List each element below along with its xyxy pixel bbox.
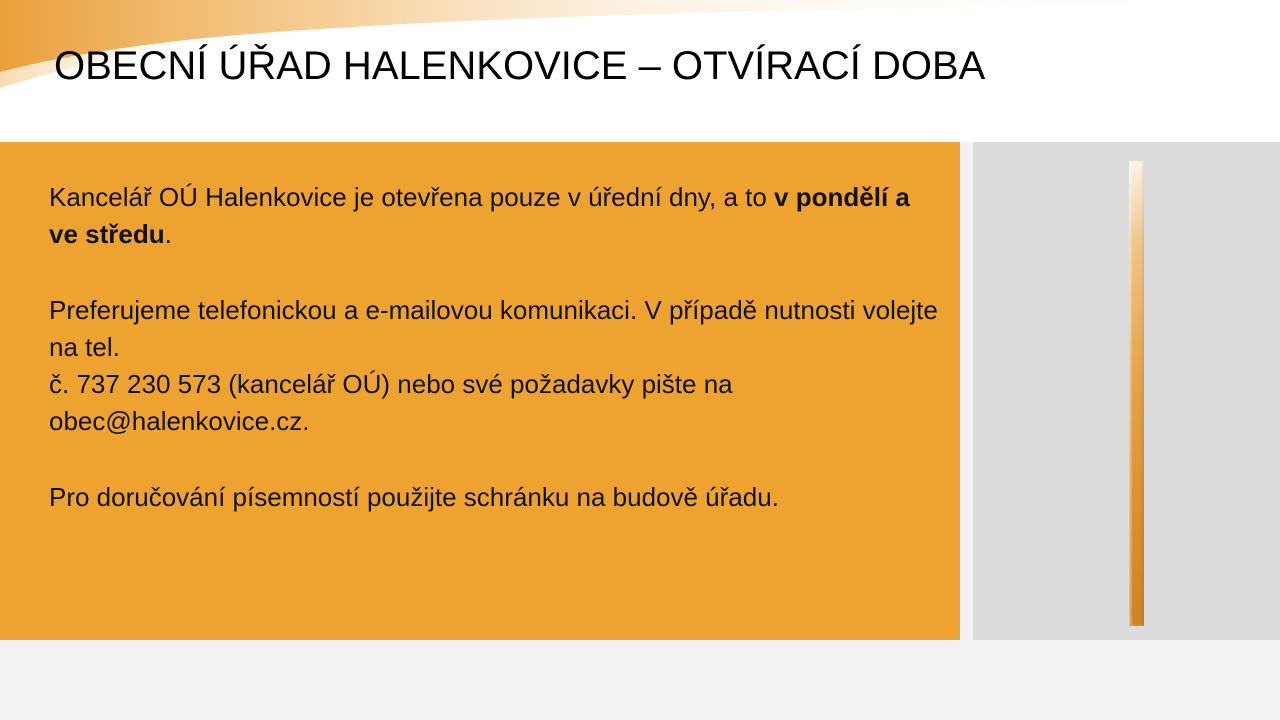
header	[0, 0, 1280, 142]
side-panel	[973, 142, 1280, 640]
info-text	[49, 179, 939, 516]
page-title: OBECNÍ ÚŘAD HALENKOVICE – OTVÍRACÍ DOBA	[54, 44, 986, 88]
office-hours-text: Kancelář OÚ Halenkovice je otevřena pouze v úřední dny, a to	[49, 182, 775, 212]
office-days: v pondělí a ve středu	[49, 182, 910, 249]
mailbox-paragraph: Pro doručování písemností použijte schránku na budově úřadu.	[49, 482, 779, 512]
office-hours-period: .	[164, 219, 172, 249]
contact-line-1: Preferujeme telefonickou a e-mailovou komunikaci. V případě nutnosti volejte na tel.	[49, 295, 938, 362]
contact-line-2: č. 737 230 573 (kancelář OÚ) nebo své požadavky pište na obec@halenkovice.cz.	[49, 369, 733, 436]
vertical-accent-bar	[1129, 161, 1144, 626]
office-hours-paragraph	[49, 179, 939, 253]
